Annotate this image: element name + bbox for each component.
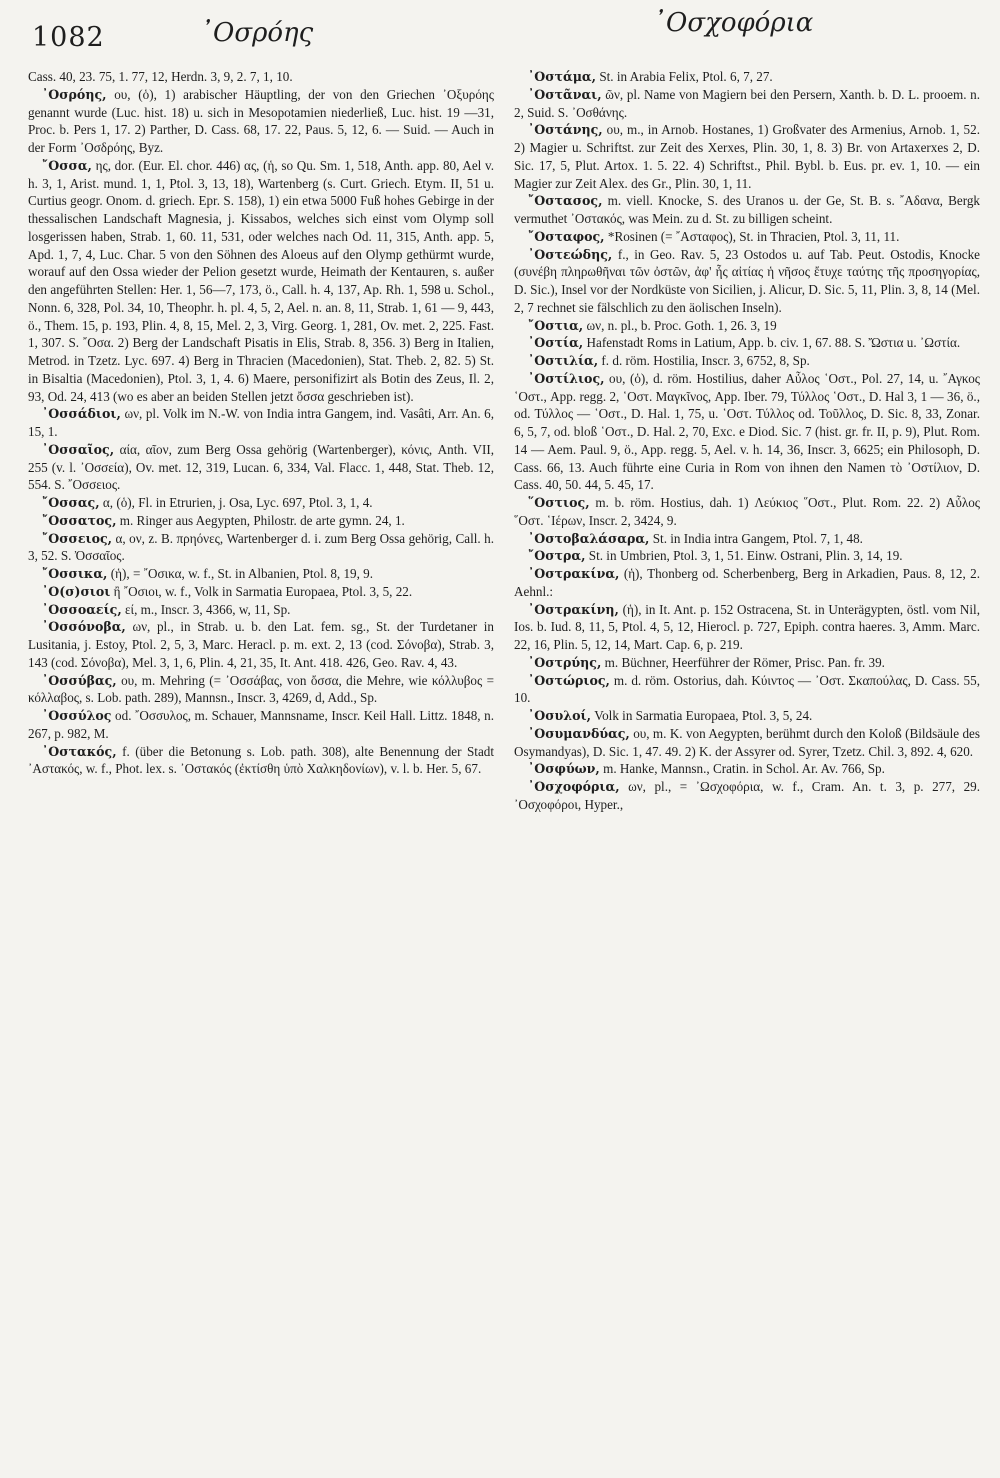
entry-definition: Hafenstadt Roms in Latium, App. b. civ. 1, 67. 88. S. Ὤστια u. ᾿Ωστία. xyxy=(586,335,961,351)
entry-definition: αία, αῖον, zum Berg Ossa gehörig (Wartenberger), κόνις, Anth. VII, 255 (v. l. ᾿Οσσεία), Ov. met. 12, 319, Lucan. 6, 334, Val. Flacc. 1, 448, Stat. Theb. 12, 554. S. ῎Οσσειος. xyxy=(28,441,494,493)
entry-headword: ᾿Οστίλιος, xyxy=(528,370,605,386)
entry-headword: ᾿Οσσύλος xyxy=(42,708,112,723)
entry-headword: ᾿Οστρύης, xyxy=(528,654,602,670)
entry-headword: ῎Οσταφος, xyxy=(528,228,605,244)
entry-definition: ου, m. K. von Aegypten, berühmt durch den Koloß (Bildsäule des Osymandyas), D. Sic. 1, 47. 49. 2) K. der Assyrer od. Syrer, Tzetz. Chil. 3, 892. 4, 620. xyxy=(514,725,980,759)
dictionary-entry xyxy=(28,672,494,708)
dictionary-entry xyxy=(28,707,494,743)
entry-definition: m. b. röm. Hostius, dah. 1) Λεύκιος ῞Οστ., Plut. Rom. 22. 2) Αὖλος ῞Οστ. ῾Ιέρων, Inscr. 2, 3424, 9. xyxy=(514,495,980,528)
page-header xyxy=(28,0,978,72)
dictionary-entry xyxy=(514,601,980,654)
dictionary-entry xyxy=(514,334,980,352)
text-columns xyxy=(28,68,980,1466)
entry-headword: ᾿Οσσάδιοι, xyxy=(42,406,121,422)
entry-definition: ἢ ῎Οσιοι, w. f., Volk in Sarmatia Europaea, Ptol. 3, 5, 22. xyxy=(113,583,413,599)
entry-definition: m. d. röm. Ostorius, dah. Κύιντος — ᾿Οστ. Σκαπούλας, D. Cass. 55, 10. xyxy=(514,672,980,706)
entry-headword: ᾿Ο(σ)σιοι xyxy=(42,583,111,599)
entry-headword: ᾿Οστρακίνη, xyxy=(528,601,619,617)
dictionary-entry xyxy=(514,121,980,192)
entry-definition: f., in Geo. Rav. 5, 23 Ostodos u. auf Tab. Peut. Ostodis, Knocke (συνέβη πληρωθῆναι τῶν ὀστῶν, ἀφ' ἧς αἰτίας ἡ νῆσος ἔτυχε ταύτης τῆς προσηγορίας, D. Sic.), Insel vor der Nordküste von Sicilien, j. Alicur, D. Sic. 5, 11, Plin. 3, 8, 14 (Mel. 2, 7 rechnet sie fälschlich zu den äolischen Inseln). xyxy=(514,246,980,315)
dictionary-entry xyxy=(514,246,980,317)
entry-headword: ῎Οσσειος, xyxy=(42,530,113,546)
dictionary-entry xyxy=(28,86,494,157)
entry-headword: ᾿Οσσόνοβα, xyxy=(42,619,126,635)
left-running-head: ᾿Οσρόης xyxy=(200,18,314,48)
dictionary-entry xyxy=(514,86,980,122)
entry-definition: ῶν, pl. Name von Magiern bei den Persern, Xanth. b. D. L. prooem. n. 2, Suid. S. ᾿Οσθάνης. xyxy=(514,86,980,120)
entry-definition: ων, pl. Volk im N.-W. von India intra Gangem, ind. Vasâti, Arr. An. 6, 15, 1. xyxy=(28,406,494,439)
entry-headword: ᾿Οσσύβας, xyxy=(42,672,117,688)
right-column xyxy=(514,68,980,1466)
dictionary-entry xyxy=(514,760,980,778)
entry-headword: ῞Οστιος, xyxy=(528,495,590,510)
entry-headword: ᾿Οσυμανδύας, xyxy=(528,725,630,741)
entry-definition: St. in India intra Gangem, Ptol. 7, 1, 48. xyxy=(652,530,863,546)
entry-headword: ᾿Οσσοαείς, xyxy=(42,601,122,617)
entry-definition: m. Büchner, Heerführer der Römer, Prisc. Pan. fr. 39. xyxy=(604,654,885,670)
entry-headword: ᾿Οσχοφόρια, xyxy=(528,779,620,794)
entry-headword: ᾿Οσφύων, xyxy=(528,761,600,777)
dictionary-entry xyxy=(514,707,980,725)
dictionary-entry xyxy=(514,530,980,548)
dictionary-entry xyxy=(514,565,980,601)
entry-definition: m. Ringer aus Aegypten, Philostr. de arte gymn. 24, 1. xyxy=(119,512,405,528)
dictionary-entry xyxy=(514,778,980,814)
entry-headword: ᾿Οστρακίνα, xyxy=(528,566,620,581)
entry-headword: ῎Οστρα, xyxy=(528,548,586,564)
entry-headword: ῎Οσσατος, xyxy=(42,512,117,528)
entry-definition: α, (ὁ), Fl. in Etrurien, j. Osa, Lyc. 697, Ptol. 3, 1, 4. xyxy=(102,495,373,510)
entry-definition: *Rosinen (= ῎Ασταφος), St. in Thracien, Ptol. 3, 11, 11. xyxy=(607,228,900,244)
entry-definition: ου, m., in Arnob. Hostanes, 1) Großvater des Armenius, Arnob. 1, 52. 2) Magier u. Schriftst. zur Zeit des Xerxes, Plin. 30, 1, 8. 3) Br. von Artaxerxes 2, D. Sic. 17, 5, Plut. Artox. 1. 5. 22. 4) Schriftst., Phil. Bybl. b. Eus. pr. ev. 1, 10. — ein Magier zur Zeit Alex. des Gr., Plin. 30, 1, 11. xyxy=(514,122,980,191)
dictionary-entry xyxy=(28,494,494,512)
entry-headword: ᾿Οστώριος, xyxy=(528,672,610,688)
entry-headword: ᾿Οστᾶναι, xyxy=(528,86,602,102)
dictionary-entry xyxy=(514,725,980,761)
entry-definition: m. viell. Knocke, S. des Uranos u. der Ge, St. B. s. ῎Αδανα, Bergk vermuthet ᾿Οστακός, was Mein. zu d. St. zu billigen scheint. xyxy=(514,193,980,226)
entry-headword: ῎Οσσικα, xyxy=(42,566,108,581)
page-number: 1082 xyxy=(32,22,105,53)
dictionary-entry xyxy=(28,743,494,779)
dictionary-entry xyxy=(514,547,980,565)
entry-definition: f. d. röm. Hostilia, Inscr. 3, 6752, 8, Sp. xyxy=(601,353,810,368)
dictionary-entry xyxy=(514,68,980,86)
entry-definition: Cass. 40, 23. 75, 1. 77, 12, Herdn. 3, 9, 2. 7, 1, 10. xyxy=(28,69,293,84)
entry-definition: ης, dor. (Eur. El. chor. 446) ας, (ἡ, so Qu. Sm. 1, 518, Anth. app. 80, Ael v. h. 3, 1, Arist. mund. 1, 1, Ptol. 3, 13, 18), Wartenberg (s. Curt. Griech. Etym. II, 51 u. Curtius geogr. Onom. d. griech. Epr. S. 158), 1) ein etwa 5000 Fuß hohes Gebirge in der thessalischen Landschaft Magnesia, j. Kissabos, welches sich einst vom Olymp soll losgerissen haben, Strab. 1, 60. 11, 531, oder welches nach Od. 11, 315, Anth. app. 5, Apd. 1, 7, 4, Luc. Char. 5 von den Söhnen des Aloeus auf den Olymp gethürmt wurde, worauf auf den Ossa wieder der Pelion gesetzt wurde, Heimath der Kentauren, s. außer den angeführten Stellen: Her. 1, 56—7, 173, ö., Call. h. 4, 137, Ap. Rh. 1, 598 u. Schol., Nonn. 6, 328, Pol. 34, 10, Theophr. h. pl. 4, 5, 2, Ael. n. an. 8, 11, Strab. 1, 61 — 9, 443, ö., Them. 15, p. 193, Plin. 4, 8, 15, Mel. 2, 3, Virg. Georg. 1, 281, Ov. met. 2, 225. Fast. 1, 307. S. ῎Οσα. 2) Berg der Landschaft Pisatis in Elis, Strab. 8, 356. 3) Berg in Italien, Metrod. in Tzetz. Lyc. 697. 4) Berg in Thracien (Macedonien), Stat. Theb. 2, 82. 5) St. in Bisaltia (Macedonien), Ptol. 3, 1, 4. 6) Maere, personifizirt als Botin des Zeus, Il. 2, 93, Od. 24, 413 (wo es aber an beiden Stellen jetzt ὄσσα geschrieben ist). xyxy=(28,157,494,404)
right-running-head: ᾿Οσχοφόρια xyxy=(653,8,814,38)
dictionary-entry xyxy=(514,494,980,530)
dictionary-entry xyxy=(514,317,980,335)
dictionary-entry xyxy=(28,530,494,566)
entry-headword: ῎Οστια, xyxy=(528,317,584,333)
entry-definition: ου, m. Mehring (= ᾿Οσσάβας, von ὄσσα, die Mehre, wie κόλλυβος = κόλλαβος, s. Lob. path. 289), Mannsn., Inscr. 3, 4269, d, Add., Sp. xyxy=(28,672,494,706)
entry-headword: ῎Οστασος, xyxy=(528,193,603,209)
entry-definition: ου, (ὁ), 1) arabischer Häuptling, der von den Griechen ᾿Οξυρόης genannt wurde (Luc. hist. 18) u. sich in Mesopotamien niederließ, Luc. hist. 19 —31, Proc. b. Pers 1, 17. 2) Parther, D. Cass. 68, 17. 22, Paus. 5, 12, 6. — Suid. — Auch in der Form ᾿Οσδρόης, Byz. xyxy=(28,86,494,155)
entry-definition: Volk in Sarmatia Europaea, Ptol. 3, 5, 24. xyxy=(594,708,813,723)
entry-headword: ῎Οσσας, xyxy=(42,495,100,510)
entry-headword: ᾿Οστοβαλάσαρα, xyxy=(528,530,650,546)
entry-headword: ῎Οσσα, xyxy=(42,157,92,173)
dictionary-entry xyxy=(28,68,494,86)
entry-headword: ᾿Οστάμα, xyxy=(528,69,597,84)
dictionary-entry xyxy=(28,157,494,406)
dictionary-entry xyxy=(28,583,494,601)
entry-definition: ων, n. pl., b. Proc. Goth. 1, 26. 3, 19 xyxy=(586,317,777,333)
entry-definition: St. in Arabia Felix, Ptol. 6, 7, 27. xyxy=(599,69,773,84)
entry-headword: ᾿Οσυλοί, xyxy=(528,708,591,723)
dictionary-entry xyxy=(28,601,494,619)
entry-definition: ων, pl., = ᾿Ωσχοφόρια, w. f., Cram. An. t. 3, p. 277, 29. ᾿Οσχοφόροι, Hyper., xyxy=(514,779,980,812)
dictionary-entry xyxy=(28,618,494,671)
dictionary-entry xyxy=(514,672,980,708)
entry-headword: ᾿Οσσαῖος, xyxy=(42,441,115,457)
entry-definition: St. in Umbrien, Ptol. 3, 1, 51. Einw. Ostrani, Plin. 3, 14, 19. xyxy=(588,548,903,564)
dictionary-entry xyxy=(514,654,980,672)
entry-definition: f. (über die Betonung s. Lob. path. 308), alte Benennung der Stadt ᾿Αστακός, w. f., Phot. lex. s. ᾿Οστακός (ἐκτίσθη ὑπὸ Χαλκηδονίων), v. l. b. Her. 5, 67. xyxy=(28,743,494,777)
entry-headword: ᾿Οστιλία, xyxy=(528,353,599,368)
entry-headword: ᾿Οστακός, xyxy=(42,743,117,759)
entry-headword: ᾿Οστεώδης, xyxy=(528,246,613,262)
entry-definition: (ἡ), in It. Ant. p. 152 Ostracena, St. in Unterägypten, östl. vom Nil, Ios. b. Iud. 8, 11, 5, Ptol. 4, 5, 12, Hierocl. p. 727, Epiph. contra haeres. 3, Amm. Marc. 22, 16, Plin. 5, 12, 14, Mart. Cap. 6, p. 219. xyxy=(514,601,980,652)
entry-definition: m. Hanke, Mannsn., Cratin. in Schol. Ar. Av. 766, Sp. xyxy=(603,761,885,777)
dictionary-entry xyxy=(514,192,980,228)
entry-headword: ᾿Οστία, xyxy=(528,335,584,351)
entry-definition: α, ον, z. B. πρηόνες, Wartenberger d. i. zum Berg Ossa gehörig, Call. h. 3, 52. S. Ὀσσαῖος. xyxy=(28,530,494,564)
dictionary-entry xyxy=(514,370,980,494)
entry-definition: (ἡ), = ῎Οσικα, w. f., St. in Albanien, Ptol. 8, 19, 9. xyxy=(110,566,374,581)
dictionary-entry xyxy=(28,565,494,583)
dictionary-entry xyxy=(28,405,494,441)
dictionary-entry xyxy=(28,512,494,530)
entry-definition: εί, m., Inscr. 3, 4366, w, 11, Sp. xyxy=(125,601,291,617)
entry-definition: od. ῎Οσσυλος, m. Schauer, Mannsname, Inscr. Keil Hall. Littz. 1848, n. 267, p. 982, M. xyxy=(28,708,494,741)
dictionary-entry xyxy=(514,228,980,246)
entry-definition: (ἡ), Thonberg od. Scherbenberg, Berg in Arkadien, Paus. 8, 12, 2. Aehnl.: xyxy=(514,566,980,599)
left-column xyxy=(28,68,494,1466)
dictionary-entry xyxy=(514,352,980,370)
dictionary-entry xyxy=(28,441,494,494)
entry-headword: ᾿Οστάνης, xyxy=(528,122,603,138)
entry-headword: ᾿Οσρόης, xyxy=(42,86,107,102)
entry-definition: ου, (ὁ), d. röm. Hostilius, daher Αὖλος ῾Οστ., Pol. 27, 14, u. ῎Αγκος ῾Οστ., App. regg. 2, ῾Οστ. Μαγκῖνος, App. Iber. 79, Τύλλος ῾Οστ., D. Hal 3, 1 — 36, ö., od. Τύλλος — ῾Οστ., D. Hal. 1, 75, u. ῾Οστ. Τύλλος od. Τοῦλλος, D. Sic. 8, 33, Zonar. 6, 5, 7, od. bloß ῾Οστ., D. Hal. 2, 70, Exc. e Diod. Sic. 7 (hist. gr. fr. II, p. 9), Plut. Rom. 14 — Aem. Paul. 9, ö., App. regg. 5, Ael. v. h. 14, 36, Inscr. 3, 6625; ein Philosoph, D. Cass. 66, 13. Auch führte eine Curia in Rom von ihnen den Namen τὸ ᾿Οστίλιον, D. Cass. 40, 50. 44, 5. 45, 17. xyxy=(514,370,980,493)
entry-definition: ων, pl., in Strab. u. b. den Lat. fem. sg., St. der Turdetaner in Lusitania, j. Estoy, Ptol. 2, 5, 3, Marc. Heracl. p. m. ext. 2, 13 (cod. Σόνοβα), Strab. 3, 143 (cod. Σόνοβα), Mel. 3, 1, 6, Plin. 4, 21, 35, It. Ant. 418. 426, Geo. Rav. 4, 43. xyxy=(28,619,494,670)
